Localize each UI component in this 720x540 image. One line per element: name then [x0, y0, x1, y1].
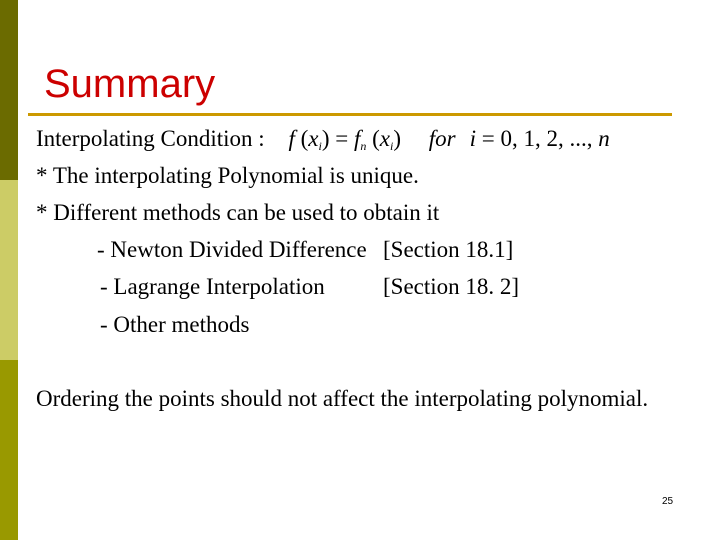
method-reference: [Section 18. 2]	[383, 274, 520, 299]
sidebar-bar	[0, 0, 18, 540]
sidebar-segment-top	[0, 0, 18, 180]
sidebar-segment-middle	[0, 180, 18, 360]
slide-title: Summary	[44, 62, 216, 106]
method-name: - Lagrange Interpolation	[100, 274, 325, 299]
condition-formula: f $(x_i) = f_n$ $(x_i)$	[288, 126, 402, 153]
title-underline	[28, 113, 672, 116]
page-number: 25	[662, 496, 674, 507]
method-reference: [Section 18.1]	[383, 237, 514, 262]
sidebar-segment-bottom	[0, 360, 18, 540]
bullet-unique: * The interpolating Polynomial is unique.	[36, 163, 419, 188]
interpolating-condition	[36, 125, 610, 153]
condition-label: Interpolating Condition :	[36, 126, 265, 151]
condition-range: for i = 0, 1, 2, ..., n	[428, 126, 610, 151]
method-name: - Newton Divided Difference	[97, 237, 367, 262]
bullet-methods: * Different methods can be used to obtain it	[36, 200, 440, 225]
method-name: - Other methods	[100, 312, 250, 337]
ordering-note: Ordering the points should not affect the interpolating polynomial.	[36, 386, 649, 411]
